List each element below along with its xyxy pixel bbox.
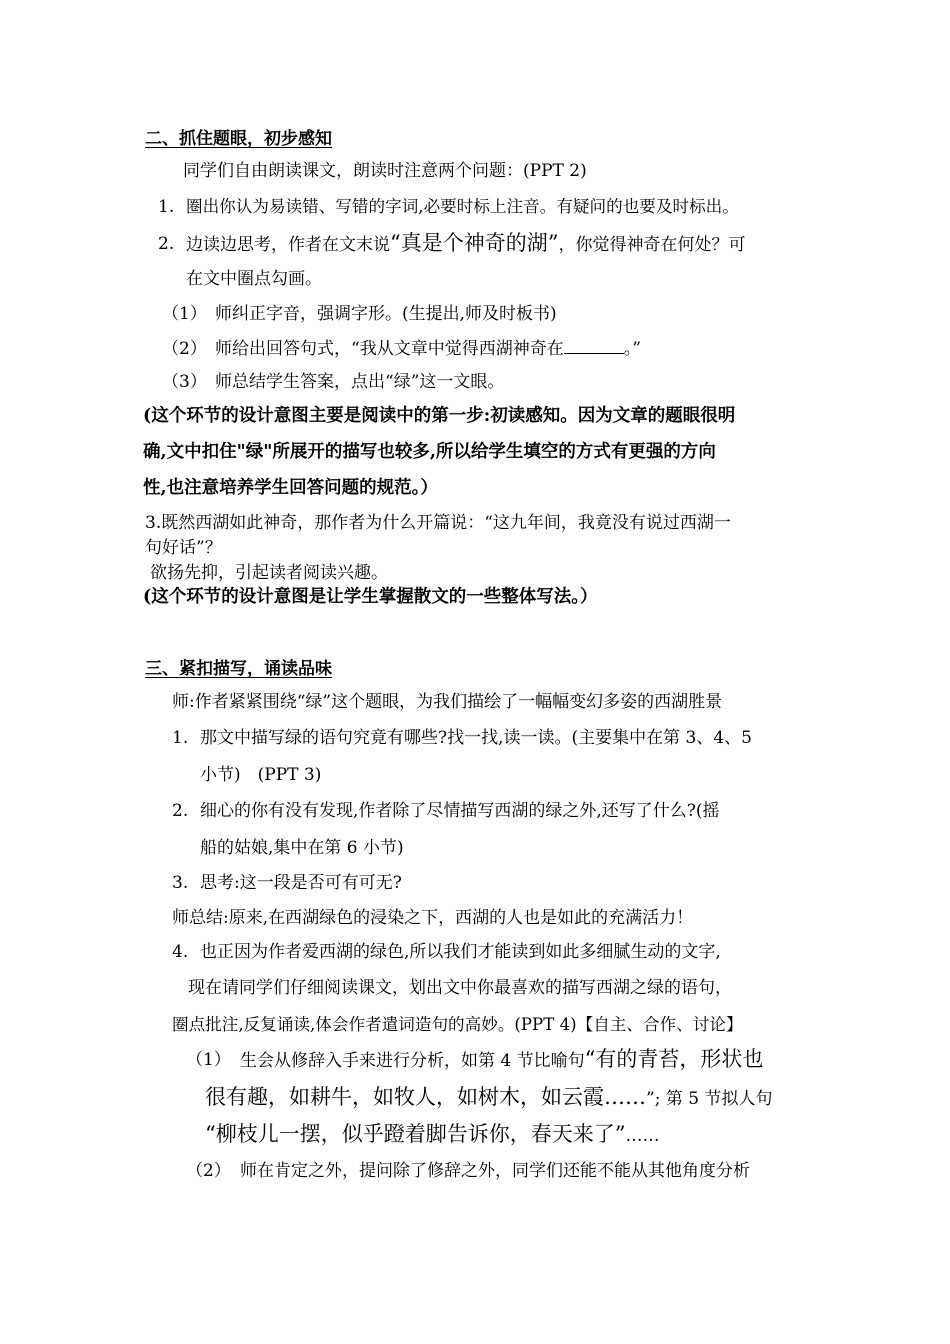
section3-heading: 三、紧扣描写，诵读品味 (145, 659, 332, 679)
q3-answer: 欲扬先抑，引起读者阅读兴趣。 (150, 563, 388, 583)
design-intent-1-line1: (这个环节的设计意图主要是阅读中的第一步:初读感知。因为文章的题眼很明 (143, 406, 736, 426)
q3-line1: 3.既然西湖如此神奇，那作者为什么开篇说：“这九年间，我竟没有说过西湖一 (145, 513, 731, 533)
section2-heading: 二、抓住题眼，初步感知 (145, 129, 332, 149)
point1-line3 (205, 1121, 659, 1147)
item4-line3: 圈点批注,反复诵读,体会作者遣词造句的高妙。(PPT 4)【自主、合作、讨论】 (172, 1015, 743, 1034)
point1-text-d: ”; 第 5 节拟人句 (646, 1089, 773, 1109)
design-intent-1-line3: 性,也注意培养学生回答问题的规范。） (143, 478, 438, 498)
point1-line2 (205, 1084, 772, 1110)
design-intent-2: (这个环节的设计意图是让学生掌握散文的一些整体写法。） (143, 587, 598, 607)
point1-ellipsis: …… (625, 1126, 660, 1146)
sub1-number: （1） (162, 304, 207, 324)
item4-number: 4. (172, 942, 189, 962)
point1-number: （1） (186, 1050, 231, 1070)
q1-text: 圈出你认为易读错、写错的字词,必要时标上注音。有疑问的也要及时标出。 (186, 197, 739, 216)
sub1-text: 师纠正字音，强调字形。(生提出,师及时板书) (215, 304, 557, 324)
item2-line2: 船的姑娘,集中在第 6 小节) (200, 838, 404, 858)
point2-text: 师在肯定之外，提问除了修辞之外，同学们还能不能从其他角度分析 (240, 1161, 750, 1181)
answer-blank (564, 339, 624, 354)
sub2-line (215, 338, 641, 360)
point1-quote-b: 很有趣，如耕牛，如牧人，如树木，如云霞…… (205, 1085, 646, 1109)
point1-quote-a: “有的青苔，形状也 (584, 1047, 764, 1071)
item3-number: 3. (172, 873, 189, 893)
q2-quote: “真是个神奇的湖” (390, 231, 559, 255)
sub3-text: 师总结学生答案，点出“绿”这一文眼。 (215, 372, 505, 392)
point2-number: （2） (186, 1161, 231, 1181)
item1-number: 1. (172, 728, 189, 748)
section2-intro: 同学们自由朗读课文，朗读时注意两个问题：(PPT 2) (183, 161, 587, 181)
item1-line1: 那文中描写绿的语句究竟有哪些?找一找,读一读。(主要集中在第 3、4、5 (200, 728, 753, 748)
item2-line1: 细心的你有没有发现,作者除了尽情描写西湖的绿之外,还写了什么?(摇 (200, 801, 720, 821)
q1-number: 1. (158, 197, 175, 217)
sub2-text-b: 。” (623, 339, 641, 359)
sub3-number: （3） (162, 372, 207, 392)
q2-text-a: 边读边思考，作者在文末说 (186, 235, 390, 255)
item2-number: 2. (172, 801, 189, 821)
q2-number: 2. (158, 234, 175, 254)
design-intent-1-line2: 确,文中扣住"绿"所展开的描写也较多,所以给学生填空的方式有更强的方向 (143, 442, 716, 462)
item4-line2: 现在请同学们仔细阅读课文，划出文中你最喜欢的描写西湖之绿的语句， (188, 978, 732, 998)
q2-text-b: ，你觉得神奇在何处？可 (558, 235, 746, 255)
sub2-number: （2） (162, 339, 207, 359)
point1-quote-c: “柳枝儿一摆，似乎蹬着脚告诉你，春天来了” (205, 1122, 626, 1146)
q2-continuation: 在文中圈点勾画。 (186, 269, 322, 289)
teacher-summary: 师总结:原来,在西湖绿色的浸染之下，西湖的人也是如此的充满活力！ (172, 908, 694, 928)
point1-text-a: 生会从修辞入手来进行分析，如第 4 节比喻句 (240, 1051, 585, 1071)
item3-text: 思考:这一段是否可有可无? (200, 873, 402, 893)
item4-line1: 也正因为作者爱西湖的绿色,所以我们才能读到如此多细腻生动的文字, (200, 942, 721, 962)
q3-line2: 句好话”？ (145, 538, 222, 558)
item1-line2: 小节) (PPT 3) (200, 765, 322, 785)
q2-line (186, 230, 745, 256)
point1-line1 (240, 1046, 763, 1072)
sub2-text-a: 师给出回答句式，“我从文章中觉得西湖神奇在 (215, 339, 564, 359)
section3-intro: 师:作者紧紧围绕“绿”这个题眼，为我们描绘了一幅幅变幻多姿的西湖胜景 (172, 692, 723, 712)
